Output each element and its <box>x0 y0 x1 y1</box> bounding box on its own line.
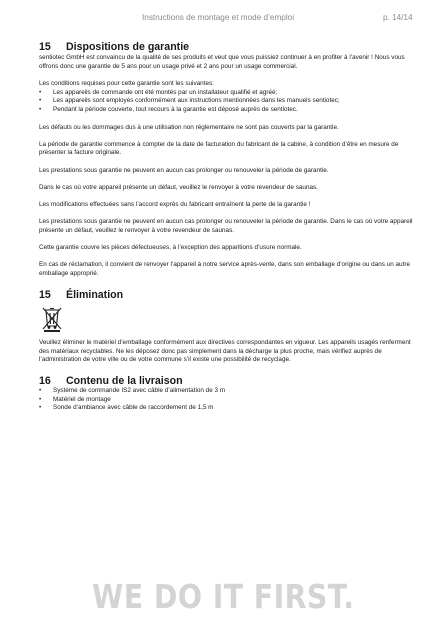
crossed-out-wheelie-bin-icon <box>41 306 63 332</box>
conditions-intro: Les conditions requises pour cette garantie sont les suivantes: <box>39 80 214 88</box>
warranty-paragraph: Les modifications effectuées sans l’accord exprès du fabricant entraînent la perte de la garantie ! <box>39 200 311 208</box>
warranty-paragraph: Dans le cas où votre appareil présente un défaut, veuillez le renvoyer à votre revendeur de saunas. <box>39 183 318 191</box>
list-item-text: Pendant la période couverte, tout recours à la garantie est déposé auprès de sentiotec. <box>53 105 298 113</box>
disposal-text: Veuillez éliminer le matériel d’emballage conformément aux directives correspondantes en vigueur. Les appareils usagés renferment des matériaux recyclables. Ne les déposez donc pas simplement dans la décharge la plus proche, mais vérifiez auprès de l’administration de votre ville ou de votre commune s’il existe une possibilité de recyclage. <box>39 339 411 364</box>
delivery-list <box>39 387 414 413</box>
warranty-paragraph: Cette garantie couvre les pièces défectueuses, à l’exception des apparitions d’usure normale. <box>39 243 302 251</box>
list-item <box>39 396 414 405</box>
list-item <box>39 404 414 413</box>
warranty-paragraph: En cas de réclamation, il convient de renvoyer l’appareil à notre service après-vente, dans son emballage d’origine ou dans un autre emballage approprié. <box>39 261 410 277</box>
heading-disposal <box>39 289 414 301</box>
warranty-intro: sentiotec GmbH est convaincu de la qualité de ses produits et veut que vous puissiez continuer à en profiter à l’avenir ! Nous vous offrons donc une garantie de 5 ans pour un usage privé et 2 ans pour un usage commercial. <box>39 54 405 70</box>
section-number: 15 <box>39 41 51 53</box>
warranty-paragraph: La période de garantie commence à compter de la date de facturation du fabricant de la cabine, à condition d’être en mesure de présenter la facture originale. <box>39 140 399 157</box>
bullet: • <box>39 88 42 96</box>
bullet: • <box>39 105 42 113</box>
bullet: • <box>39 387 42 395</box>
list-item-text: Les appareils sont employés conformément aux instructions mentionnées dans les manuels sentiotec; <box>53 97 340 105</box>
warranty-paragraph: Les prestations sous garantie ne peuvent en aucun cas prolonger ou renouveler la période de garantie. <box>39 166 329 174</box>
list-item-text: Système de commande IS2 avec câble d’alimentation de 3 m <box>53 387 226 395</box>
list-item <box>39 106 414 115</box>
list-item <box>39 89 414 98</box>
list-item-text: Sonde d’ambiance avec câble de raccordement de 1,5 m <box>53 404 214 412</box>
list-item <box>39 387 414 396</box>
page-content <box>39 41 414 413</box>
bullet: • <box>39 395 42 403</box>
page-number: p. 14/14 <box>383 13 413 22</box>
brand-slogan: WE DO IT FIRST. <box>92 577 355 616</box>
section-title: Contenu de la livraison <box>66 375 183 388</box>
document-title: Instructions de montage et mode d’emploi <box>142 13 295 22</box>
section-number: 16 <box>39 375 51 388</box>
section-number: 15 <box>39 289 51 302</box>
list-item <box>39 97 414 106</box>
section-title: Dispositions de garantie <box>66 41 190 53</box>
bullet: • <box>39 97 42 105</box>
list-item-text: Les appareils de commande ont été montés par un installateur qualifié et agréé; <box>53 88 278 96</box>
heading-warranty <box>39 41 414 53</box>
conditions-list <box>39 89 414 115</box>
heading-delivery <box>39 375 414 387</box>
section-title: Élimination <box>66 289 124 302</box>
warranty-paragraph: Les prestations sous garantie ne peuvent en aucun cas prolonger ou renouveler la période de garantie. Dans le cas où votre appareil présente un défaut, veuillez le renvoyer à votre revendeur de saunas. <box>39 218 413 234</box>
bullet: • <box>39 404 42 412</box>
warranty-paragraph: Les défauts ou les dommages dus à une utilisation non réglementaire ne sont pas couverts par la garantie. <box>39 123 339 131</box>
list-item-text: Matériel de montage <box>53 395 111 403</box>
